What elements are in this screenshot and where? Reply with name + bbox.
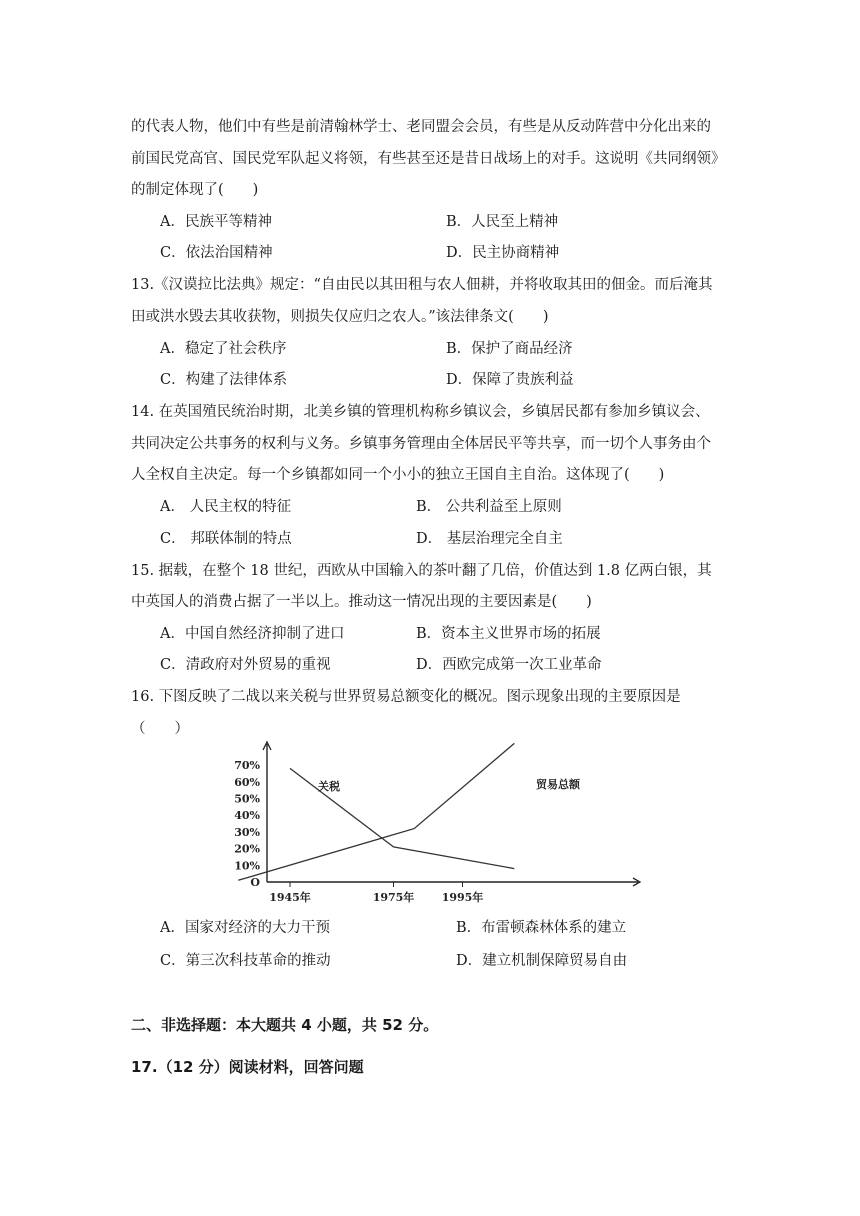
y-tick-label: 50% xyxy=(234,792,260,806)
q14-option-b: B． 公共利益至上原则 xyxy=(416,499,562,515)
q15-option-b: B．资本主义世界市场的拓展 xyxy=(416,626,601,642)
y-tick-label: 70% xyxy=(234,759,260,773)
q15-option-a: A．中国自然经济抑制了进口 xyxy=(160,626,345,642)
q15-option-d: D．西欧完成第一次工业革命 xyxy=(416,657,602,673)
q12-option-a: A．民族平等精神 xyxy=(160,214,272,230)
series-label-trade: 贸易总额 xyxy=(536,778,580,791)
y-tick-label: 60% xyxy=(234,775,260,789)
q13-option-d: D．保障了贵族利益 xyxy=(446,372,574,388)
q13-option-a: A．稳定了社会秩序 xyxy=(160,341,287,357)
y-tick-label: 30% xyxy=(234,825,260,839)
y-tick-label: 10% xyxy=(234,859,260,873)
q12-line-2: 前国民党高官、国民党军队起义将领，有些甚至还是昔日战场上的对手。这说明《共同纲领》 xyxy=(131,151,726,167)
q12-line-3: 的制定体现了( ) xyxy=(131,182,259,198)
y-tick-label: O xyxy=(250,876,260,889)
q14-line-2: 共同决定公共事务的权利与义务。乡镇事务管理由全体居民平等共享，而一切个人事务由个 xyxy=(131,436,711,452)
q16-option-c: C．第三次科技革命的推动 xyxy=(160,953,331,969)
q15-line-1: 15. 据载，在整个 18 世纪，西欧从中国输入的茶叶翻了几倍，价值达到 1.8 亿两白银，其 xyxy=(131,563,712,579)
x-tick-label: 1995年 xyxy=(441,891,484,904)
q16-option-b: B．布雷顿森林体系的建立 xyxy=(456,920,627,936)
y-tick-label: 20% xyxy=(234,842,260,856)
q14-option-a: A． 人民主权的特征 xyxy=(160,499,292,515)
q13-option-c: C．构建了法律体系 xyxy=(160,372,288,388)
q15-line-2: 中英国人的消费占据了一半以上。推动这一情况出现的主要因素是( ) xyxy=(131,594,592,610)
y-tick-label: 40% xyxy=(234,809,260,823)
q13-line-1: 13.《汉谟拉比法典》规定：“自由民以其田租与农人佃耕，并将收取其田的佃金。而后淹其 xyxy=(131,277,713,293)
q16-option-d: D．建立机制保障贸易自由 xyxy=(456,953,628,969)
series-line-1 xyxy=(238,743,514,880)
x-tick-label: 1945年 xyxy=(269,891,311,904)
q16-line-2: （ ） xyxy=(131,721,189,737)
q15-option-c: C．清政府对外贸易的重视 xyxy=(160,657,331,673)
q17-heading: 17.（12 分）阅读材料，回答问题 xyxy=(131,1058,364,1076)
chart-series-labels xyxy=(318,777,581,793)
chart-series xyxy=(238,743,514,880)
chart-axes xyxy=(263,742,640,886)
q16-line-1: 16. 下图反映了二战以来关税与世界贸易总额变化的概况。图示现象出现的主要原因是 xyxy=(131,689,681,705)
tariff-trade-chart xyxy=(210,736,650,908)
section-heading: 二、非选择题：本大题共 4 小题，共 52 分。 xyxy=(131,1016,439,1034)
q12-option-c: C．依法治国精神 xyxy=(160,245,273,261)
q14-line-1: 14. 在英国殖民统治时期，北美乡镇的管理机构称乡镇议会，乡镇居民都有参加乡镇议会、 xyxy=(131,404,710,420)
q12-option-b: B．人民至上精神 xyxy=(446,214,559,230)
q12-option-d: D．民主协商精神 xyxy=(446,245,560,261)
q14-line-3: 人全权自主决定。每一个乡镇都如同一个小小的独立王国自主自治。这体现了( ) xyxy=(131,467,665,483)
series-label-tariff: 关税 xyxy=(318,780,340,793)
q13-option-b: B．保护了商品经济 xyxy=(446,341,573,357)
x-tick-label: 1975年 xyxy=(372,891,415,904)
q14-option-c: C． 邦联体制的特点 xyxy=(160,531,292,547)
q14-option-d: D． 基层治理完全自主 xyxy=(416,531,563,547)
q13-line-2: 田或洪水毁去其收获物，则损失仅应归之农人。”该法律条文( ) xyxy=(131,309,549,325)
q12-line-1: 的代表人物，他们中有些是前清翰林学士、老同盟会会员，有些是从反动阵营中分化出来的 xyxy=(131,119,711,135)
q16-option-a: A．国家对经济的大力干预 xyxy=(160,920,330,936)
